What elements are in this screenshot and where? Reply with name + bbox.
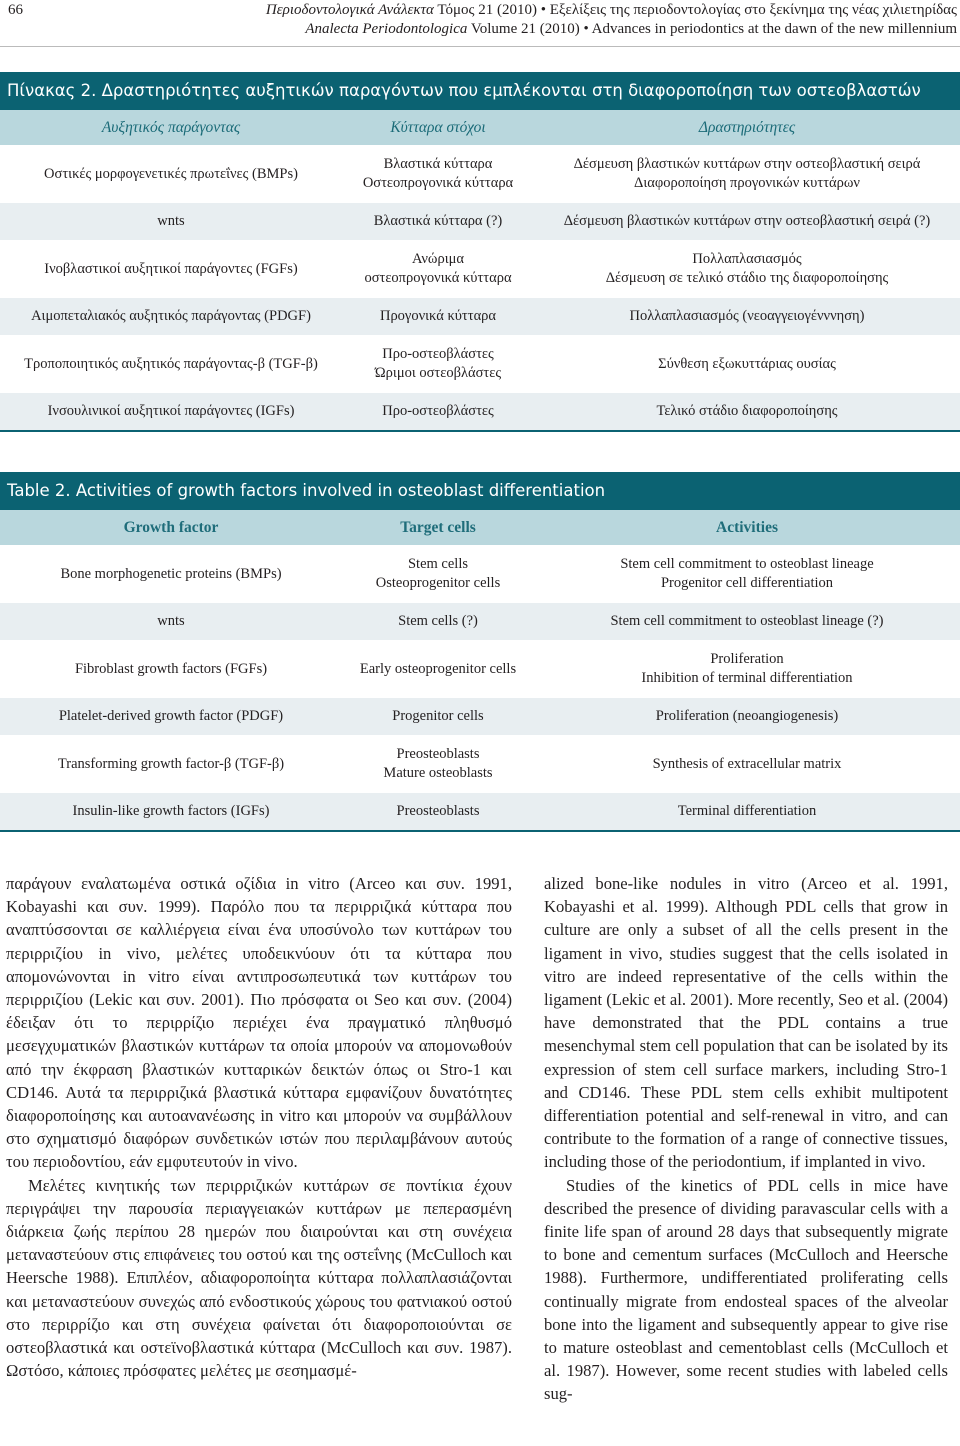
cell-activities [534, 355, 960, 374]
cell-target-cells [342, 307, 534, 326]
cell-target-cells [342, 402, 534, 421]
cell-target-cells [342, 212, 534, 231]
cell-target-cells [342, 345, 534, 383]
greek-table-bottom-rule [0, 430, 960, 432]
table-row [0, 298, 960, 335]
cell-text-line: Δέσμευση σε τελικό στάδιο της διαφοροποίησης [605, 270, 889, 286]
table-row [0, 545, 960, 603]
cell-text-line: Τροποποιητικός αυξητικός παράγοντας-β (TGF-β) [24, 355, 318, 372]
cell-activities [534, 307, 960, 326]
cell-growth-factor [0, 165, 342, 184]
cell-text-line: Stem cell commitment to osteoblast lineage (?) [610, 613, 884, 629]
cell-text-line: Synthesis of extracellular matrix [652, 755, 842, 772]
cell-growth-factor [0, 707, 342, 726]
greek-header-factor: Αυξητικός παράγοντας [101, 118, 241, 136]
cell-text-line: Ινοβλαστικοί αυξητικοί παράγοντες (FGFs) [44, 260, 298, 277]
cell-text-line: Fibroblast growth factors (FGFs) [74, 660, 268, 677]
cell-text-line: Βλαστικά κύτταρα [383, 156, 493, 172]
table-row [0, 203, 960, 240]
cell-text-line: Διαφοροποίηση προγονικών κυττάρων [634, 175, 860, 191]
cell-target-cells [342, 745, 534, 783]
cell-text-line: Stem cell commitment to osteoblast lineage [620, 556, 874, 572]
greek-table-header [0, 110, 960, 145]
cell-activities [534, 612, 960, 631]
cell-text-line: Stem cells (?) [398, 613, 478, 629]
cell-target-cells [342, 555, 534, 593]
cell-text-line: Terminal differentiation [677, 803, 817, 819]
greek-table [0, 72, 960, 432]
cell-text-line: Τελικό στάδιο διαφοροποίησης [656, 403, 838, 419]
cell-text-line: Ανώριμα [411, 251, 464, 267]
cell-text-line: Platelet-derived growth factor (PDGF) [58, 708, 284, 724]
cell-text-line: Mature osteoblasts [383, 765, 493, 781]
cell-target-cells [342, 707, 534, 726]
cell-activities [534, 755, 960, 774]
cell-growth-factor [0, 660, 342, 679]
english-table-header [0, 510, 960, 545]
cell-text-line: Προ-οστεοβλάστες [382, 346, 494, 362]
english-header-targets: Target cells [400, 518, 476, 536]
cell-text-line: Transforming growth factor-β (TGF-β) [57, 755, 285, 772]
cell-text-line: Σύνθεση εξωκυττάριας ουσίας [658, 355, 836, 372]
cell-growth-factor [0, 355, 342, 374]
cell-growth-factor [0, 755, 342, 774]
cell-growth-factor [0, 307, 342, 326]
greek-header-targets: Κύτταρα στόχοι [390, 118, 486, 136]
cell-text-line: wnts [157, 613, 185, 629]
cell-activities [534, 155, 960, 193]
english-issue-info: Volume 21 (2010) • Advances in periodontics at the dawn of the new millennium [467, 21, 957, 37]
cell-activities [534, 212, 960, 231]
english-journal-name: Analecta Periodontologica [305, 21, 468, 37]
greek-paragraph: Μελέτες κινητικής των περιρριζικών κυττάρων σε ποντίκια έχουν περιγράψει την παρουσία περιαγγειακών κυττάρων με πεπερασμένη διάρκεια ζωής περίπου 28 ημερών που διαιρούνται και στη συνέχεια μεταναστεύουν στις επιφάνειες του οστού και της οστεΐνης (McCulloch και Heersche 1988). Επιπλέον, αδιαφοροποίητα κύτταρα πολλαπλασιάζονται και μεταναστεύουν συνεχώς από ενδοστικούς χώρους του φατνιακού οστού στο περιρρίζιο και στη συνέχεια φαίνεται ότι διαφοροποιούνται σε οστεοβλαστικά και οστεϊνοβλαστικά κύτταρα (McCulloch και συν. 1987). Ωστόσο, κάποιες πρόσφατες μελέτες με σεσημασμέ- [6, 1175, 512, 1381]
cell-text-line: Δέσμευση βλαστικών κυττάρων στην οστεοβλαστική σειρά (?) [563, 213, 931, 229]
table-row [0, 240, 960, 298]
table-row [0, 698, 960, 735]
cell-text-line: Preosteoblasts [396, 746, 480, 762]
cell-text-line: Ινσουλινικοί αυξητικοί παράγοντες (IGFs) [47, 403, 295, 419]
greek-header-activities: Δραστηριότητες [698, 118, 796, 136]
cell-text-line: Early osteoprogenitor cells [359, 660, 517, 677]
cell-text-line: Progenitor cell differentiation [660, 575, 834, 591]
page-number: 66 [8, 2, 23, 18]
cell-activities [534, 707, 960, 726]
cell-text-line: Αιμοπεταλιακός αυξητικός παράγοντας (PDGF) [31, 308, 311, 324]
cell-text-line: Stem cells [407, 556, 468, 572]
cell-text-line: Βλαστικά κύτταρα (?) [373, 213, 503, 229]
cell-text-line: Osteoprogenitor cells [375, 575, 501, 591]
table-row [0, 393, 960, 430]
cell-text-line: Προγονικά κύτταρα [379, 308, 497, 324]
english-table-bottom-rule [0, 830, 960, 832]
cell-target-cells [342, 155, 534, 193]
english-header-activities: Activities [716, 518, 778, 536]
cell-text-line: Insulin-like growth factors (IGFs) [72, 803, 270, 819]
cell-text-line: Proliferation (neoangiogenesis) [655, 708, 839, 724]
cell-target-cells [342, 802, 534, 821]
cell-growth-factor [0, 565, 342, 584]
greek-running-title [266, 2, 957, 19]
cell-text-line: Πολλαπλασιασμός (νεοαγγειογένννηση) [629, 308, 865, 324]
cell-growth-factor [0, 802, 342, 821]
greek-journal-name: Περιοδοντολογικά Ανάλεκτα [265, 2, 434, 18]
table-row [0, 145, 960, 203]
greek-table-title: Πίνακας 2. Δραστηριότητες αυξητικών παραγόντων που εμπλέκονται στη διαφοροποίηση των οστεοβλαστών [0, 72, 960, 110]
table-row [0, 603, 960, 640]
cell-text-line: Πολλαπλασιασμός [692, 251, 802, 267]
english-header-factor: Growth factor [123, 518, 219, 536]
cell-growth-factor [0, 212, 342, 231]
table-row [0, 793, 960, 830]
cell-text-line: Bone morphogenetic proteins (BMPs) [60, 565, 282, 582]
cell-text-line: Progenitor cells [392, 708, 484, 724]
greek-issue-info: Τόμος 21 (2010) • Εξελίξεις της περιοδοντολογίας στο ξεκίνημα της νέας χιλιετηρίδας [433, 2, 957, 18]
english-body-column [544, 872, 948, 1406]
cell-activities [534, 555, 960, 593]
cell-activities [534, 250, 960, 288]
cell-text-line: wnts [157, 213, 185, 229]
cell-growth-factor [0, 260, 342, 279]
table-row [0, 335, 960, 393]
english-table [0, 472, 960, 832]
english-running-title [305, 21, 957, 38]
cell-text-line: Δέσμευση βλαστικών κυττάρων στην οστεοβλαστική σειρά [573, 156, 921, 172]
cell-activities [534, 402, 960, 421]
cell-activities [534, 650, 960, 688]
english-table-title: Table 2. Activities of growth factors involved in osteoblast differentiation [0, 472, 960, 510]
english-paragraph: Studies of the kinetics of PDL cells in mice have described the presence of dividing paravascular cells with a finite life span of around 28 days that subsequently migrate to bone and cementum surfaces (McCulloch and Heersche 1988). Furthermore, undifferentiated proliferating cells continually migrate from endosteal spaces of the alveolar bone into the ligament and subsequently appear to give rise to mature osteoblast and cementoblast cells (McCulloch et al. 1987). However, some recent studies with labeled cells sug- [544, 1175, 948, 1404]
cell-text-line: Inhibition of terminal differentiation [641, 670, 853, 686]
cell-text-line: Οστεοπρογονικά κύτταρα [362, 175, 514, 191]
cell-text-line: Οστικές μορφογενετικές πρωτεΐνες (BMPs) [44, 165, 298, 182]
cell-text-line: Preosteoblasts [396, 803, 480, 819]
greek-body-column [6, 872, 512, 1382]
cell-text-line: οστεοπρογονικά κύτταρα [364, 270, 512, 286]
cell-text-line: Ώριμοι οστεοβλάστες [374, 365, 502, 381]
header-rule [0, 46, 960, 47]
table-row [0, 640, 960, 698]
english-paragraph: alized bone-like nodules in vitro (Arceo et al. 1991, Kobayashi et al. 1999). Although PDL cells that grow in culture are only a subset of all the cells present in the ligament in vivo, studies suggest that the cells isolated in vitro are indeed representative of the cells within the ligament (Lekic et al. 2001). More recently, Seo et al. (2004) have demonstrated that the PDL contains a true mesenchymal stem cell population that can be isolated by its expression of stem cell surface markers, including Stro-1 and CD146. These PDL stem cells exhibit multipotent differentiation potential and self-renewal in vitro, and can contribute to the formation of a range of connective tissues, including those of the periodontium, if implanted in vivo. [544, 874, 948, 1172]
running-header [0, 0, 960, 50]
cell-text-line: Προ-οστεοβλάστες [382, 403, 494, 419]
cell-growth-factor [0, 612, 342, 631]
cell-target-cells [342, 612, 534, 631]
cell-target-cells [342, 660, 534, 679]
cell-growth-factor [0, 402, 342, 421]
cell-text-line: Proliferation [710, 651, 784, 667]
greek-paragraph: παράγουν εναλατωμένα οστικά οζίδια in vitro (Arceo και συν. 1991, Kobayashi και συν. 1999). Παρόλο που τα περιρριζικά κύτταρα που αναπτύσσονται σε καλλιέργεια είναι ένα υποσύνολο των κυττάρων του περιρριζίου in vivo, μελέτες υποδεικνύουν ότι τα κύτταρα που απομονώνονται in vitro είναι αντιπροσωπευτικά των κυττάρων του περιρριζίου (Lekic και συν. 2001). Πιο πρόσφατα οι Seo και συν. (2004) έδειξαν ότι το περιρρίζιο περιέχει ένα πραγματικό πληθυσμό μεσεγχυματικών βλαστικών κυττάρων τα οποία μπορούν να απομονωθούν από την έκφραση βλαστικών κυτταρικών δεικτών όπως οι Stro-1 και CD146. Αυτά τα περιρριζικά βλαστικά κύτταρα εμφανίζουν δυνατότητες διαφοροποίησης και αυτοανανέωσης in vitro και μπορούν να συμβάλλουν στο σχηματισμό διαφόρων συνδετικών ιστών που περιλαμβάνουν αυτούς του περιοδοντίου, εάν εμφυτευτούν in vivo. [6, 874, 512, 1172]
cell-target-cells [342, 250, 534, 288]
table-row [0, 735, 960, 793]
cell-activities [534, 802, 960, 821]
